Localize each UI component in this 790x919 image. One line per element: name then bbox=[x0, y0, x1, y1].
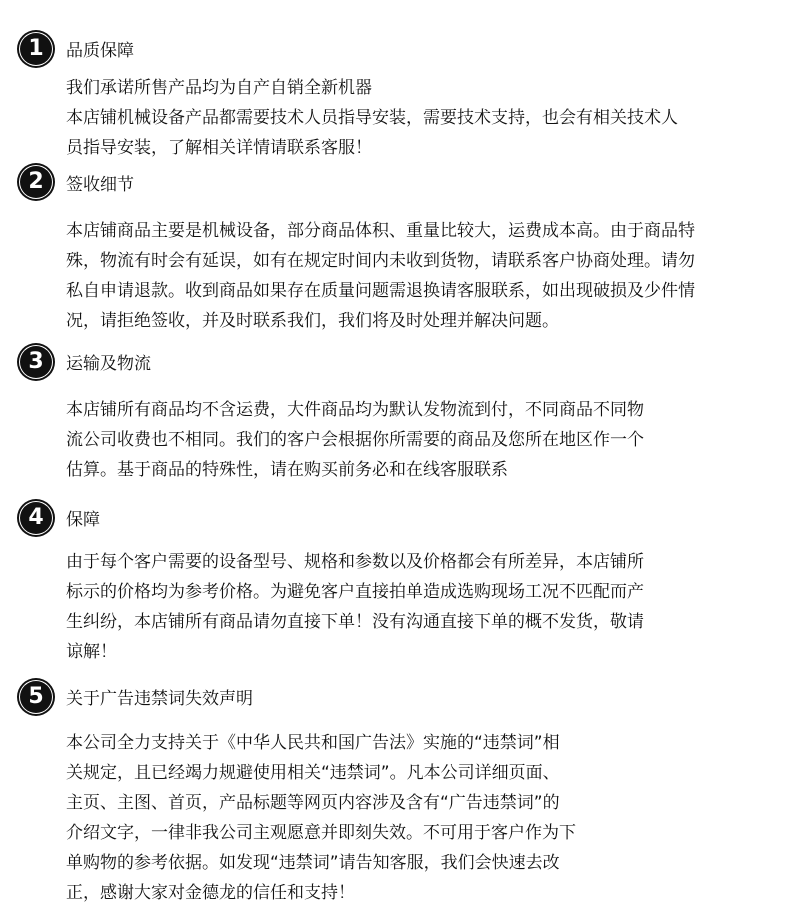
body-line: 况，请拒绝签收，并及时联系我们，我们将及时处理并解决问题。 bbox=[66, 311, 559, 331]
body-line: 标示的价格均为参考价格。为避免客户直接拍单造成选购现场工况不匹配而产 bbox=[66, 582, 644, 602]
body-line: 谅解！ bbox=[66, 642, 117, 662]
section-number-badge: 4 bbox=[20, 502, 52, 534]
section-number-badge: 3 bbox=[20, 346, 52, 378]
section-body bbox=[66, 547, 644, 667]
body-line: 私自申请退款。收到商品如果存在质量问题需退换请客服联系，如出现破损及少件情 bbox=[66, 281, 695, 301]
body-line: 正，感谢大家对金德龙的信任和支持！ bbox=[66, 883, 355, 903]
body-line: 本店铺商品主要是机械设备，部分商品体积、重量比较大，运费成本高。由于商品特 bbox=[66, 221, 695, 241]
section-body bbox=[66, 395, 644, 485]
section-body bbox=[66, 728, 576, 908]
body-line: 生纠纷，本店铺所有商品请勿直接下单！没有沟通直接下单的概不发货，敬请 bbox=[66, 612, 644, 632]
section-number-badge: 5 bbox=[20, 681, 52, 713]
body-line: 本公司全力支持关于《中华人民共和国广告法》实施的“违禁词”相 bbox=[66, 733, 560, 753]
section-number-badge: 1 bbox=[20, 33, 52, 65]
section-number-badge: 2 bbox=[20, 166, 52, 198]
section-body bbox=[66, 216, 695, 336]
section-title: 品质保障 bbox=[66, 41, 134, 61]
body-line: 殊，物流有时会有延误，如有在规定时间内未收到货物，请联系客户协商处理。请勿 bbox=[66, 251, 695, 271]
body-line: 关规定，且已经竭力规避使用相关“违禁词”。凡本公司详细页面、 bbox=[66, 763, 560, 783]
section-body bbox=[66, 73, 678, 163]
section-title: 签收细节 bbox=[66, 175, 134, 195]
section-title: 保障 bbox=[66, 510, 100, 530]
body-line: 估算。基于商品的特殊性，请在购买前务必和在线客服联系 bbox=[66, 460, 508, 480]
body-line: 我们承诺所售产品均为自产自销全新机器 bbox=[66, 78, 372, 98]
body-line: 流公司收费也不相同。我们的客户会根据你所需要的商品及您所在地区作一个 bbox=[66, 430, 644, 450]
section-title: 关于广告违禁词失效声明 bbox=[66, 689, 253, 709]
body-line: 本店铺机械设备产品都需要技术人员指导安装，需要技术支持，也会有相关技术人 bbox=[66, 108, 678, 128]
body-line: 主页、主图、首页，产品标题等网页内容涉及含有“广告违禁词”的 bbox=[66, 793, 560, 813]
section-title: 运输及物流 bbox=[66, 354, 151, 374]
body-line: 由于每个客户需要的设备型号、规格和参数以及价格都会有所差异，本店铺所 bbox=[66, 552, 644, 572]
body-line: 本店铺所有商品均不含运费，大件商品均为默认发物流到付，不同商品不同物 bbox=[66, 400, 644, 420]
body-line: 介绍文字，一律非我公司主观愿意并即刻失效。不可用于客户作为下 bbox=[66, 823, 576, 843]
body-line: 单购物的参考依据。如发现“违禁词”请告知客服，我们会快速去改 bbox=[66, 853, 560, 873]
body-line: 员指导安装，了解相关详情请联系客服！ bbox=[66, 138, 372, 158]
